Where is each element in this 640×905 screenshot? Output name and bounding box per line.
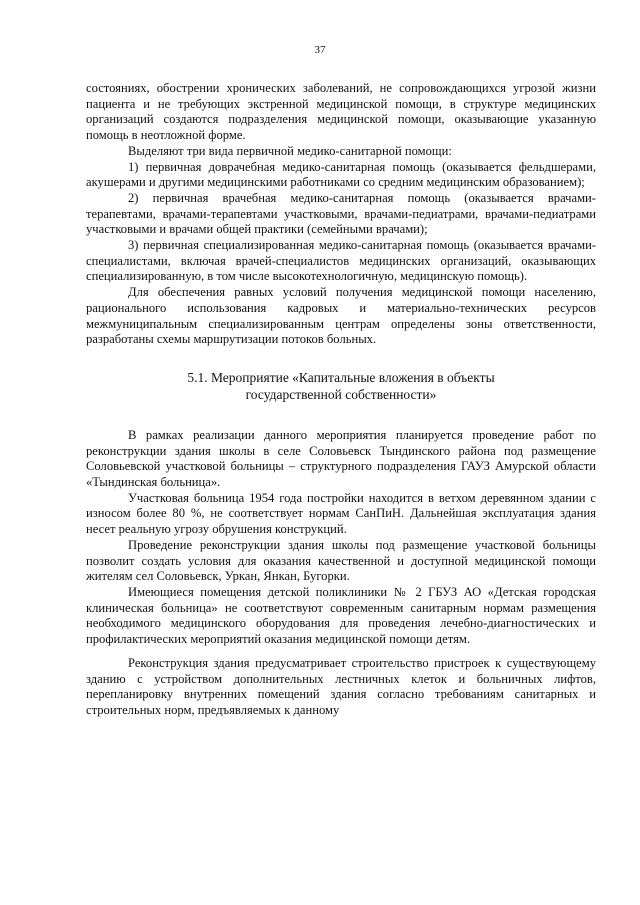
paragraph-primary-care-types: Выделяют три вида первичной медико-санитарной помощи:: [128, 143, 452, 158]
section-heading-line-1: 5.1. Мероприятие «Капитальные вложения в объекты: [187, 369, 495, 385]
paragraph-reconstruction-benefit: Проведение реконструкции здания школы под размещение участковой больницы позволит создать условия для оказания качественной и доступной медицинской помощи жителям сел Соловьевск, Уркан, Янкан, Бугорки.: [86, 537, 596, 584]
section-heading-line-2: государственной собственности»: [245, 386, 437, 402]
list-item-3: 3) первичная специализированная медико-санитарная помощь (оказывается врачами-специалистами, включая врачей-специалистов медицинских организаций, оказывающих специализированную, в том числе высокотехнологичную, медицинскую помощь).: [86, 238, 596, 284]
section-heading: [86, 369, 596, 403]
paragraph-reconstruction-scope: Реконструкция здания предусматривает строительство пристроек к существующему зданию с устройством дополнительных лестничных клеток и больничных лифтов, перепланировку внутренних помещений здания согласно требованиям санитарных и строительных норм, предъявляемых к данному: [86, 655, 596, 717]
paragraph-reconstruction-plan: В рамках реализации данного мероприятия планируется проведение работ по реконструкции здания школы в селе Соловьевск Тындинского района под размещение Соловьевской участковой больницы – структурного подразделения ГАУЗ Амурской области «Тындинская больница».: [86, 427, 596, 490]
document-body: [86, 81, 596, 719]
paragraph-continuation: состояниях, обострении хронических заболеваний, не сопровождающихся угрозой жизни пациента и не требующих экстренной медицинской помощи, в структуре медицинских организаций создаются подразделения медицинской помощи, оказывающие указанную помощь в неотложной форме.: [86, 81, 596, 143]
list-item-1: 1) первичная доврачебная медико-санитарная помощь (оказывается фельдшерами, акушерами и другими медицинскими работниками со средним медицинским образованием);: [86, 159, 596, 190]
paragraph-equal-access: Для обеспечения равных условий получения медицинской помощи населению, рационального использования кадровых и материально-технических ресурсов межмуниципальным специализированным центрам определены зоны ответственности, разработаны схемы маршрутизации потоков больных.: [86, 285, 596, 347]
page-number: 37: [314, 44, 326, 56]
paragraph-childrens-clinic: Имеющиеся помещения детской поликлиники № 2 ГБУЗ АО «Детская городская клиническая больница» не соответствуют современным санитарным нормам размещения необходимого медицинского оборудования для проведения лечебно-диагностических и профилактических мероприятий оказания медицинской помощи детям.: [86, 584, 596, 647]
paragraph-hospital-condition: Участковая больница 1954 года постройки находится в ветхом деревянном здании с износом более 80 %, не соответствует нормам СанПиН. Дальнейшая эксплуатация здания несет реальную угрозу обрушения конструкций.: [86, 490, 596, 537]
list-item-2: 2) первичная врачебная медико-санитарная помощь (оказывается врачами-терапевтами, врачами-терапевтами участковыми, врачами-педиатрами, врачами-педиатрами участковыми и врачами общей практики (семейными врачами);: [86, 190, 596, 237]
